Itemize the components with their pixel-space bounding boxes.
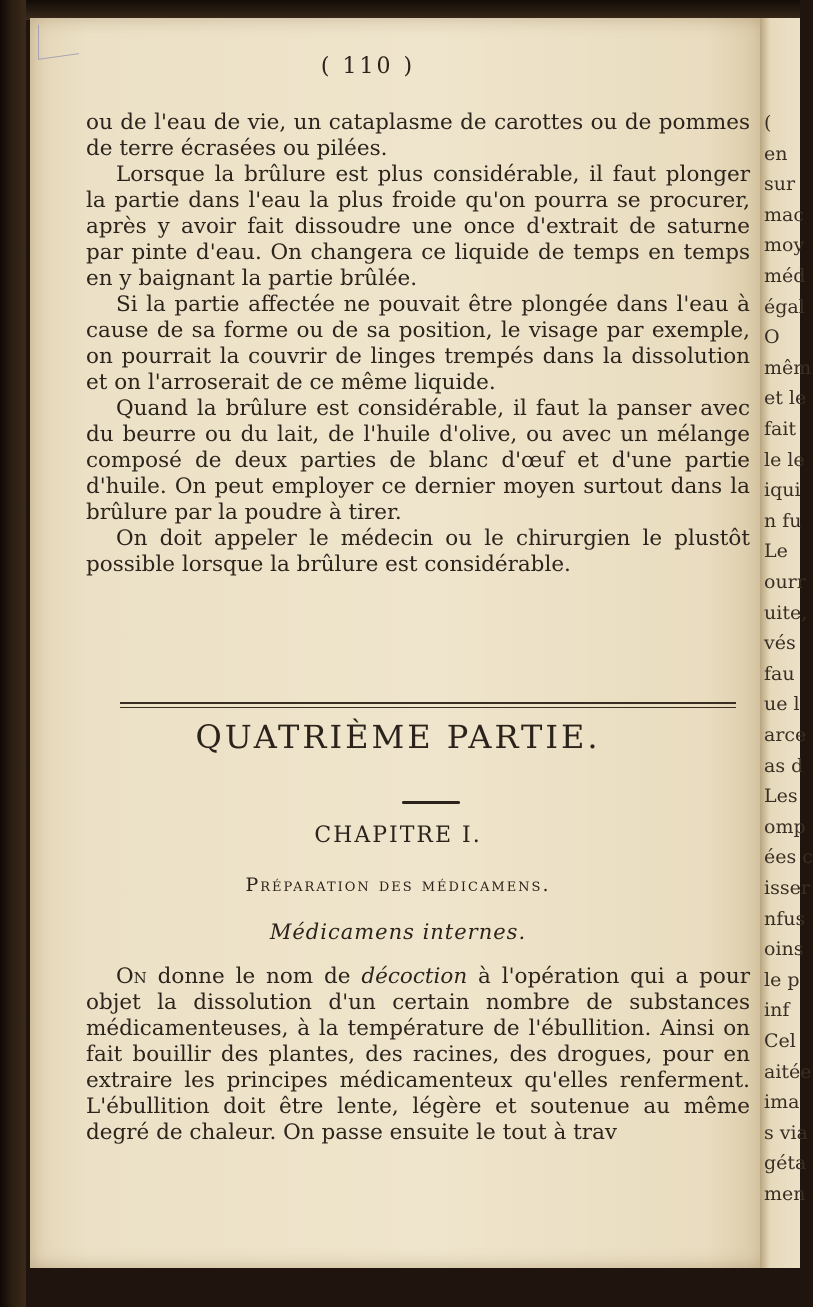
next-page-fragment: moy: [764, 234, 805, 257]
next-page-fragment: ées c: [764, 846, 813, 869]
next-page-fragment: sur: [764, 173, 796, 196]
next-page-fragment: égal: [764, 295, 805, 318]
next-page-fragment: fau: [764, 662, 795, 685]
next-page-fragment: fait: [764, 418, 797, 440]
book-binding: [0, 0, 26, 1307]
next-page-fragment: le le: [764, 448, 805, 471]
page-number: ( 110 ): [320, 54, 416, 79]
paragraph-1: ou de l'eau de vie, un cataplasme de carottes ou de pommes de terre écrasées ou pilées.: [86, 110, 750, 161]
chapter-title: CHAPITRE I.: [314, 823, 482, 848]
double-rule-bottom: [120, 707, 736, 708]
top-text-block: [86, 110, 750, 578]
bottom-text-block: [86, 964, 750, 1146]
next-page-fragment: Cel: [764, 1030, 796, 1052]
paragraph-decoction: [86, 964, 750, 1146]
paragraph-4: Quand la brûlure est considérable, il faut la panser avec du beurre ou du lait, de l'huile d'olive, ou avec un mélange composé de deux parties de blanc d'œuf et d'une partie d'huile. On peut employer ce dernier moyen surtout dans la brûlure par la poudre à tirer.: [86, 396, 750, 525]
next-page-fragment: omp: [764, 815, 806, 838]
next-page-fragment: ourr: [764, 571, 806, 593]
next-page-fragment: et le: [764, 387, 807, 410]
next-page-fragment: isser: [764, 877, 810, 899]
paragraph-3: Si la partie affectée ne pouvait être plongée dans l'eau à cause de sa forme ou de sa position, le visage par exemple, on pourrait la couvrir de linges trempés dans la dissolution et on l'arroserait de ce même liquide.: [86, 292, 750, 395]
next-page-fragment: mêm: [764, 356, 812, 379]
paragraph-text-a: donne le nom de: [146, 964, 362, 989]
next-page-fragment: s via: [764, 1121, 808, 1144]
next-page-fragment: mac: [764, 203, 804, 226]
ornament-divider: [402, 801, 460, 804]
next-page-fragment: men: [764, 1183, 806, 1205]
book-top-edge: [0, 0, 800, 20]
next-page-fragment: arce: [764, 724, 807, 746]
paragraph-text-b: à l'opération qui a pour objet la dissolution d'un certain nombre de substances médicamenteuses, à la température de l'ébullition. Ainsi on fait bouillir des plantes, des racines, des drogues, pour en extraire les principes médicamenteux qu'elles renferment. L'ébullition doit être lente, légère et soutenue au même degré de chaleur. On passe ensuite le tout à trav: [86, 964, 750, 1145]
next-page-fragment: nfus: [764, 907, 806, 930]
part-title: QUATRIÈME PARTIE.: [195, 718, 601, 756]
next-page-fragment: oins: [764, 938, 804, 961]
next-page-edge: [760, 18, 813, 1268]
next-page-fragment: O: [764, 326, 780, 349]
next-page-fragment: aitée: [764, 1060, 812, 1083]
paragraph-2: Lorsque la brûlure est plus considérable, il faut plonger la partie dans l'eau la plus froide qu'on pourra se procurer, après y avoir fait dissoudre une once d'extrait de saturne par pinte d'eau. On changera ce liquide de temps en temps en y baignant la partie brûlée.: [86, 162, 750, 291]
next-page-fragment: iqui: [764, 479, 801, 502]
next-page-fragment: Les: [764, 785, 798, 808]
next-page-fragment: le p: [764, 968, 800, 991]
subsection-title: Médicamens internes.: [269, 920, 527, 944]
italic-term: décoction: [361, 964, 468, 989]
double-rule-top: [120, 702, 736, 704]
next-page-fragment: (: [764, 112, 772, 134]
next-page-fragment: as d: [764, 754, 804, 777]
paragraph-5: On doit appeler le médecin ou le chirurgien le plustôt possible lorsque la brûlure est considérable.: [86, 526, 750, 577]
next-page-fragment: méd: [764, 265, 806, 287]
paragraph-dropcap: On: [116, 964, 147, 989]
next-page-fragment: uite,: [764, 601, 808, 624]
next-page-fragment: ue l: [764, 693, 800, 716]
next-page-fragment: n fu: [764, 509, 802, 532]
next-page-fragment: géta: [764, 1152, 807, 1175]
next-page-fragment: en: [764, 142, 788, 165]
next-page-fragment: vés: [764, 632, 796, 655]
next-page-fragment: Le: [764, 540, 788, 563]
section-title: Préparation des médicamens.: [245, 874, 551, 896]
next-page-fragment: inf: [764, 999, 790, 1022]
next-page-fragment: ima: [764, 1091, 800, 1114]
